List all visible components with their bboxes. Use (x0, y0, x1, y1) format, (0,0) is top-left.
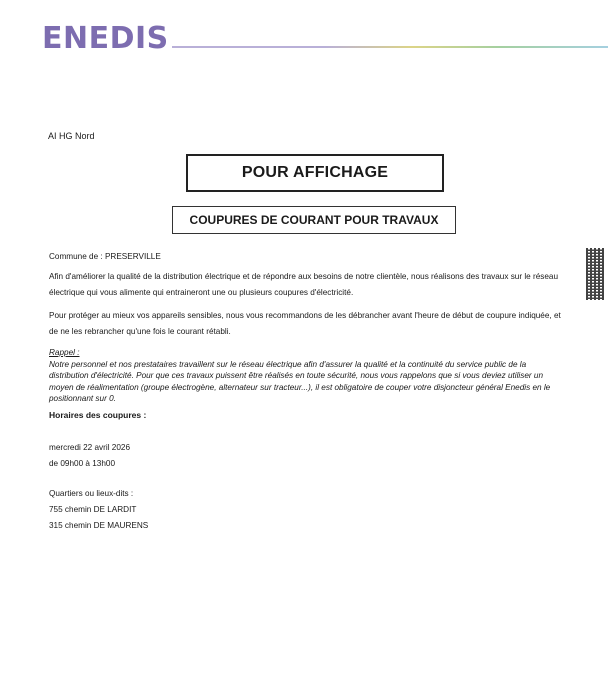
outage-time: de 09h00 à 13h00 (49, 459, 116, 468)
enedis-logo: ENEDIS (42, 21, 169, 56)
title-box (186, 154, 444, 192)
header-divider (172, 46, 608, 48)
title-text: POUR AFFICHAGE (241, 164, 389, 181)
rappel-title: Rappel : (49, 348, 80, 357)
paragraph-intro: Afin d'améliorer la qualité de la distribution électrique et de répondre aux besoins de notre clientèle, nous réalisons des travaux sur le réseau électrique qui vous alimente qui entraineront une ou plusieurs coupures d'électricité. (49, 272, 559, 297)
subtitle-box (172, 206, 456, 234)
qr-code-icon (586, 248, 604, 300)
commune-line: Commune de : PRESERVILLE (49, 252, 161, 261)
outage-date: mercredi 22 avril 2026 (49, 443, 131, 452)
agency-label: AI HG Nord (48, 131, 95, 141)
subtitle-text: COUPURES DE COURANT POUR TRAVAUX (189, 213, 439, 227)
rappel-text: Notre personnel et nos prestataires travaillent sur le réseau électrique afin d'assurer la qualité et la continuité du service public de la distribution d'électricité. Pour que ces travaux puissent être réalisés en toute sécurité, nous vous rappelons que si vous deviez utiliser un moyen de réalimentation (groupe électrogène, alternateur sur tracteur...), il est obligatoire de couper votre disjoncteur général Enedis en le positionnant sur 0. (49, 359, 551, 403)
horaires-title: Horaires des coupures : (49, 410, 147, 420)
quartier-item: 315 chemin DE MAURENS (49, 521, 149, 530)
rappel-section (49, 347, 561, 405)
paragraph-advice: Pour protéger au mieux vos appareils sensibles, nous vous recommandons de les débrancher avant l'heure de début de coupure indiquée, et de ne les rebrancher qu'une fois le courant rétabli. (49, 311, 561, 336)
quartiers-title: Quartiers ou lieux-dits : (49, 489, 134, 498)
quartier-item: 755 chemin DE LARDIT (49, 505, 137, 514)
